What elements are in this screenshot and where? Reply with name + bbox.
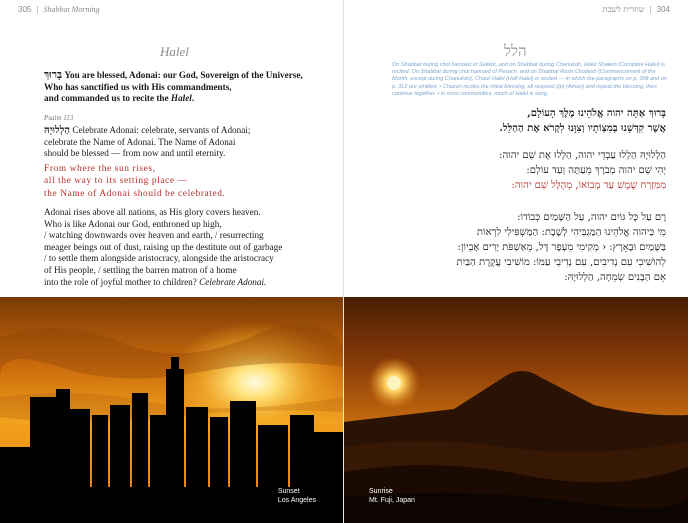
hebrew-psalm [366,148,666,193]
sunrise-photo [344,297,688,523]
left-running-head-title: Shabbat Morning [43,5,100,14]
body-line-7: into the role of joyful mother to children? [44,276,197,287]
sunrise-caption [369,487,415,505]
sunset-photo [0,297,344,523]
hebrew-body-line-5: אֵם הַבָּנִים שְׂמֵחָה, הַלְלוּיָהּ: [564,272,666,283]
left-running-head: 305 | Shabbat Morning [18,5,100,14]
body-line-5: / to settle them alongside aristocracy, alongside the aristocracy [44,253,274,264]
hebrew-blessing [366,106,666,136]
psalm-line-2: celebrate the Name of Adonai. The Name of Adonai [44,136,236,147]
right-page-number: 304 [656,5,670,14]
hebrew-body-line-2: מִי כַּיהוה אֱלֹהֵינוּ הַמַּגְבִּיהִי לָשָׁבֶת: הַמַּשְׁפִּילִי לִרְאוֹת [476,227,666,238]
blessing-english: בָּרוּךְ You are blessed, Adonai: our God, Sovereign of the Universe, Who has sanctified us with His commandments, and commanded us to recite the Halel. [44,69,303,104]
left-page-number: 305 [18,5,32,14]
hebrew-body-line-1: רָם עַל כָּל גּוֹיִם יהוה, עַל הַשָּׁמַיִם כְּבוֹדוֹ: [517,212,666,223]
hebrew-psalm-line-1: הַלְלוּיָהּ הַלְלוּ עַבְדֵי יהוה, הַלְלוּ אֶת שֵׁם יהוה: [499,150,666,161]
sunset-caption-line-1: Sunset [277,488,300,495]
right-section-title: הלל [504,42,527,60]
psalm-hebrew-word: הַלְלוּיָהּ [44,125,71,136]
body-line-6: of His people, / settling the barren matron of a home [44,264,237,275]
psalm-line-1: Celebrate Adonai: celebrate, servants of Adonai; [72,125,251,135]
left-section-title: Halel [160,44,189,59]
red-line-1: From where the sun rises, [44,164,156,174]
hebrew-psalm-line-2: יְהִי שֵׁם יהוה מְבֹרָךְ מֵעַתָּה וְעַד עוֹלָם: [526,165,666,176]
body-line-2: Who is like Adonai our God, enthroned up high, [44,218,222,229]
blessing-line-2: Who has sanctified us with His commandments, [44,81,232,92]
blessing-line-3: and commanded us to recite the [44,93,169,104]
body-english [44,207,334,288]
sunset-caption [278,487,316,505]
hebrew-body-line-3: בַּשָּׁמַיִם וּבָאָרֶץ: ‹ מְקִימִי מֵעָפָר דָּל, מֵאַשְׁפֹּת יָרִים אֶבְיוֹן: [457,242,666,253]
red-line-2: all the way to its setting place — [44,176,188,187]
blessing-line-1: You are blessed, Adonai: our God, Sovereign of the Universe, [64,70,303,80]
hebrew-blessing-line-2: אֲשֶׁר קִדְּשָׁנוּ בְּמִצְוֹתָיו וְצִוָּנוּ לִקְרֹא אֶת הַהַלֵּל. [499,123,666,134]
psalm-reference: Psalm 113 [44,114,74,122]
blessing-hebrew-word: בָּרוּךְ [44,69,63,81]
body-line-4: meager beings out of dust, raising up the destitute out of garbage [44,241,283,252]
blessing-halel-word: Halel [170,93,192,104]
psalm-line-3: should be blessed — from now and until eternity. [44,148,226,159]
hebrew-blessing-line-1: בָּרוּךְ אַתָּה יהוה אֱלֹהֵינוּ מֶלֶךְ הָעוֹלָם, [527,108,666,119]
right-page [344,0,688,523]
hebrew-body [366,210,666,285]
hebrew-red-line: מִמִּזְרַח שֶׁמֶשׁ עַד מְבוֹאוֹ, מְהֻלָּל שֵׁם יהוה: [511,180,666,191]
instructions-text: On Shabbat during chol hamoed of Sukkot, and on Shabbat during Chanukah, Halel Shalem (Complete Halel) is recited. On Shabbat during chol hamoed of Pesach, and on Shabbat Rosh Chodesh (Commencement of the Month, except during Chanukah), Chatzi Halel (Half Halel) is recited — in which the paragraphs on p. 308 and on p. 312 are omitted. • Chazan recites the initial blessing, all respond אָמֵן (Amen) and repeat the blessing, then continue together. • In most communities, much of Halel is sung. [392,62,667,97]
body-line-3: / watching downwards over heaven and earth, / resurrecting [44,230,264,241]
red-line-3: the Name of Adonai should be celebrated. [44,188,226,199]
right-running-head-title: שחרית לשבת [602,5,645,14]
sunrise-caption-line-2: Mt. Fuji, Japan [369,497,415,504]
body-line-1: Adonai rises above all nations, as His glory covers heaven. [44,207,261,217]
red-verse [44,163,334,200]
right-running-head: 304|שחרית לשבת [602,5,670,14]
sunset-caption-line-2: Los Angeles [277,497,316,504]
closing-phrase: Celebrate Adonai. [199,276,267,287]
psalm-english [44,125,334,160]
sunrise-caption-line-1: Sunrise [369,488,393,495]
hebrew-body-line-4: לְהוֹשִׁיבִי עִם נְדִיבִים, עִם נְדִיבֵי עַמּוֹ: מוֹשִׁיבִי עֲקֶרֶת הַבַּיִת [456,257,666,268]
